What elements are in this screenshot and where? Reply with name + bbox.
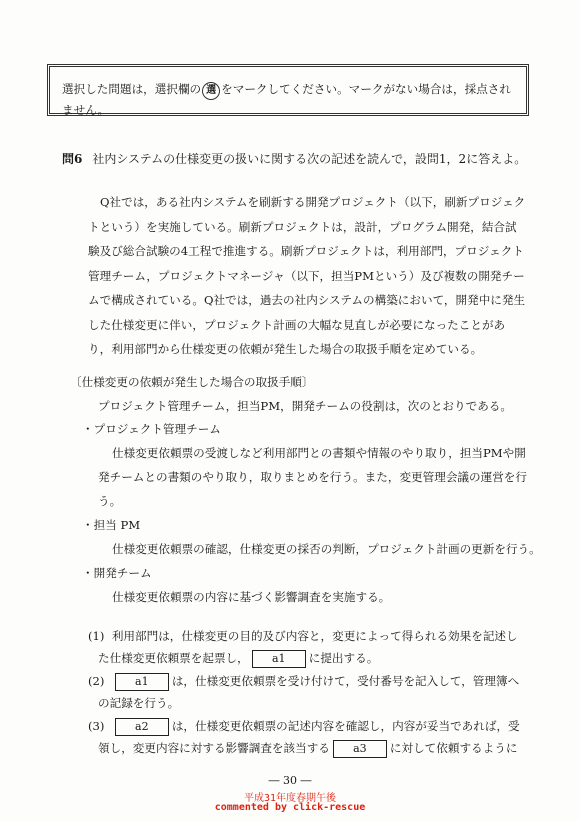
step-1-text-2: た仕様変更依頼票を起票し，	[98, 651, 249, 665]
pm-team-title: ・プロジェクト管理チーム	[82, 422, 221, 436]
step-3-text-3: に対して依頼するように	[389, 741, 518, 755]
blank-a1-box: a1	[115, 673, 169, 691]
exam-label: 平成31年度春期午後	[243, 793, 337, 804]
pm-team-line-3: う。	[98, 494, 122, 508]
credit-label: commented by click-rescue	[214, 802, 366, 813]
page-number: ― 30 ―	[268, 774, 312, 787]
section-heading: 〔仕様変更の依頼が発生した場合の取扱手順〕	[70, 375, 314, 389]
question-text: 社内システムの仕様変更の扱いに関する次の記述を読んで，設問1，2に答えよ。	[92, 152, 527, 166]
dev-line-1: 仕様変更依頼票の内容に基づく影響調査を実施する。	[112, 590, 391, 604]
select-mark-icon: 選	[202, 82, 220, 100]
step-2-line-2: の記録を行う。	[98, 696, 180, 710]
step-3-number: (3)	[88, 719, 105, 733]
blank-a3-box: a3	[333, 740, 387, 758]
blank-a1-box: a1	[252, 650, 306, 668]
step-2-line-1	[88, 671, 519, 691]
step-3-text-2: 領し，変更内容に対する影響調査を該当する	[98, 741, 330, 755]
step-1-line-1	[88, 626, 518, 646]
intro-paragraph: Q社では，ある社内システムを刷新する開発プロジェクト（以下，刷新プロジェクトという）を実施している。刷新プロジェクトは，設計，プログラム開発，結合試験及び総合試験の4工程で推進する。刷新プロジェクトは，利用部門，プロジェクト管理チーム，プロジェクトマネージャ（以下，担当PMという）及び複数の開発チームで構成されている。Q社では，過去の社内システムの構築において，開発中に発生した仕様変更に伴い，プロジェクト計画の大幅な見直しが必要になったことがあり，利用部門から仕様変更の依頼が発生した場合の取扱手順を定めている。	[88, 195, 526, 356]
step-2-number: (2)	[88, 674, 105, 688]
pm-line-1: 仕様変更依頼票の確認，仕様変更の採否の判断，プロジェクト計画の更新を行う。	[112, 542, 541, 556]
pm-title: ・担当 PM	[82, 518, 141, 532]
step-1-text-3: に提出する。	[308, 651, 379, 665]
dev-title: ・開発チーム	[82, 566, 152, 580]
notice-text-line2: ません。	[62, 103, 110, 117]
question-number: 問6	[62, 152, 83, 166]
step-3-line-1	[88, 716, 520, 736]
step-1-line-2	[98, 648, 378, 668]
step-3-text: は，仕様変更依頼票の記述内容を確認し，内容が妥当であれば，受	[171, 719, 520, 733]
notice-box	[47, 64, 529, 116]
roles-intro: プロジェクト管理チーム，担当PM，開発チームの役割は，次のとおりである。	[98, 399, 512, 413]
blank-a2-box: a2	[115, 718, 169, 736]
notice-text-pre: 選択した問題は，選択欄の	[62, 82, 202, 96]
step-2-text: は，仕様変更依頼票を受け付けて，受付番号を記入して，管理簿へ	[171, 674, 520, 688]
step-1-text: 利用部門は，仕様変更の目的及び内容と，変更によって得られる効果を記述し	[111, 629, 518, 643]
step-1-number: (1)	[88, 629, 105, 643]
pm-team-line-2: 発チームとの書類のやり取り，取りまとめを行う。また，変更管理会議の運営を行	[98, 470, 527, 484]
pm-team-line-1: 仕様変更依頼票の受渡しなど利用部門との書類や情報のやり取り，担当PMや開	[112, 446, 526, 460]
step-3-line-2	[98, 738, 517, 758]
question-title	[62, 150, 526, 167]
notice-text-post: をマークしてください。マークがない場合は，採点され	[221, 82, 511, 96]
